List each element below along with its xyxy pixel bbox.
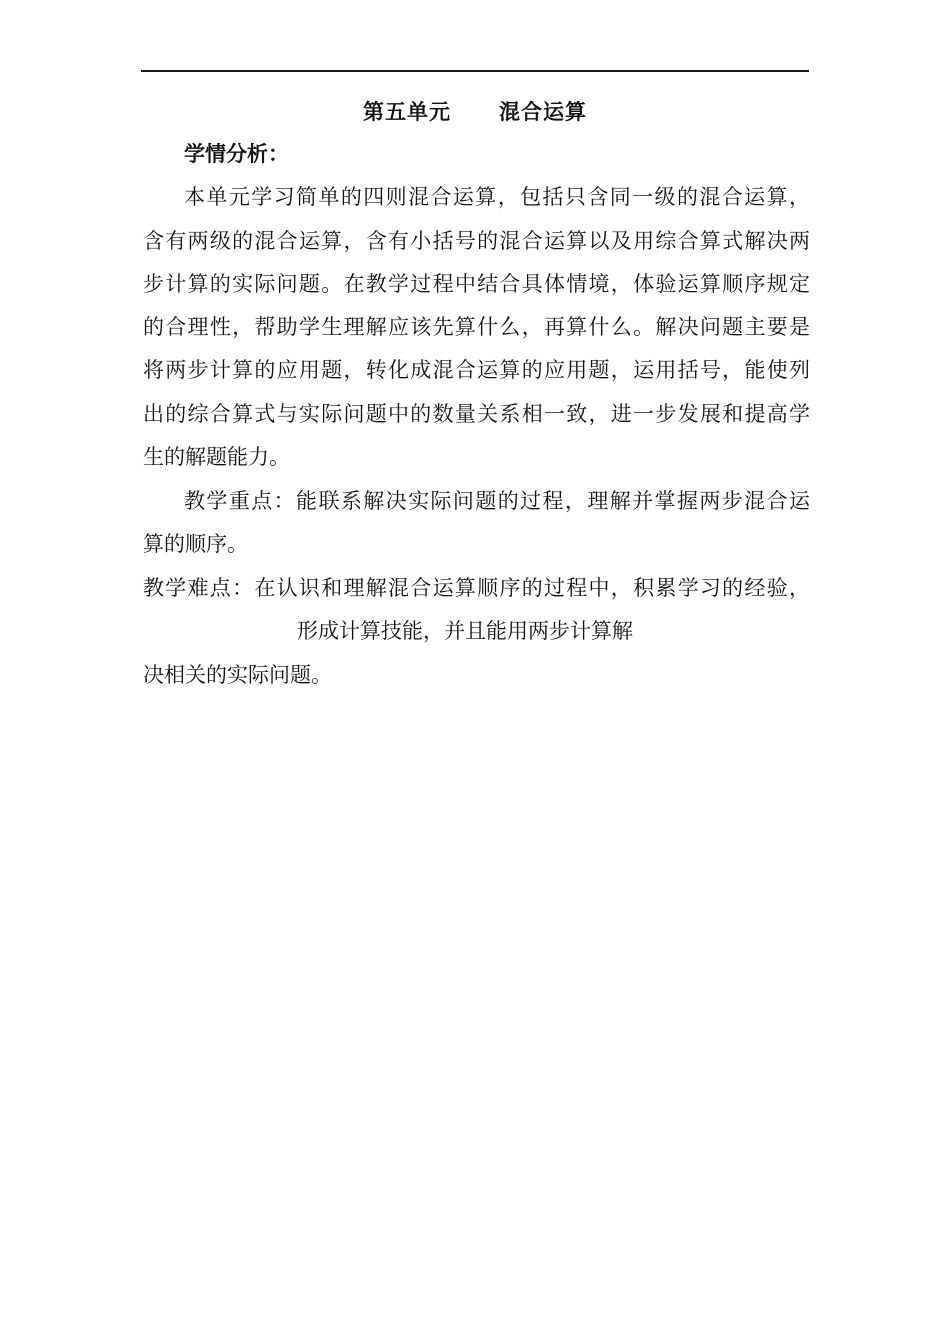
difficulty-line: 形成计算技能，并且能用两步计算解: [297, 619, 633, 643]
key-point-line: 算的顺序。: [143, 532, 248, 556]
analysis-line: 本单元学习简单的四则混合运算，包括只含同一级的混合运算，: [184, 185, 810, 209]
analysis-line: 生的解题能力。: [143, 445, 290, 469]
key-point-line: 教学重点：能联系解决实际问题的过程，理解并掌握两步混合运: [184, 489, 810, 513]
title-unit: 第五单元: [363, 99, 451, 124]
section-heading: 学情分析：: [184, 141, 289, 166]
analysis-line: 的合理性，帮助学生理解应该先算什么，再算什么。解决问题主要是: [143, 315, 810, 339]
page-title: [0, 96, 950, 126]
analysis-line: 含有两级的混合运算，含有小括号的混合运算以及用综合算式解决两: [143, 229, 810, 253]
analysis-line: 出的综合算式与实际问题中的数量关系相一致，进一步发展和提高学: [143, 402, 810, 426]
difficulty-line: 教学难点：在认识和理解混合运算顺序的过程中，积累学习的经验，: [143, 576, 810, 600]
header-rule: [141, 70, 809, 72]
title-topic: 混合运算: [499, 99, 587, 124]
analysis-line: 步计算的实际问题。在教学过程中结合具体情境，体验运算顺序规定: [143, 272, 810, 296]
difficulty-line: 决相关的实际问题。: [143, 663, 332, 687]
analysis-line: 将两步计算的应用题，转化成混合运算的应用题，运用括号，能使列: [143, 358, 810, 382]
